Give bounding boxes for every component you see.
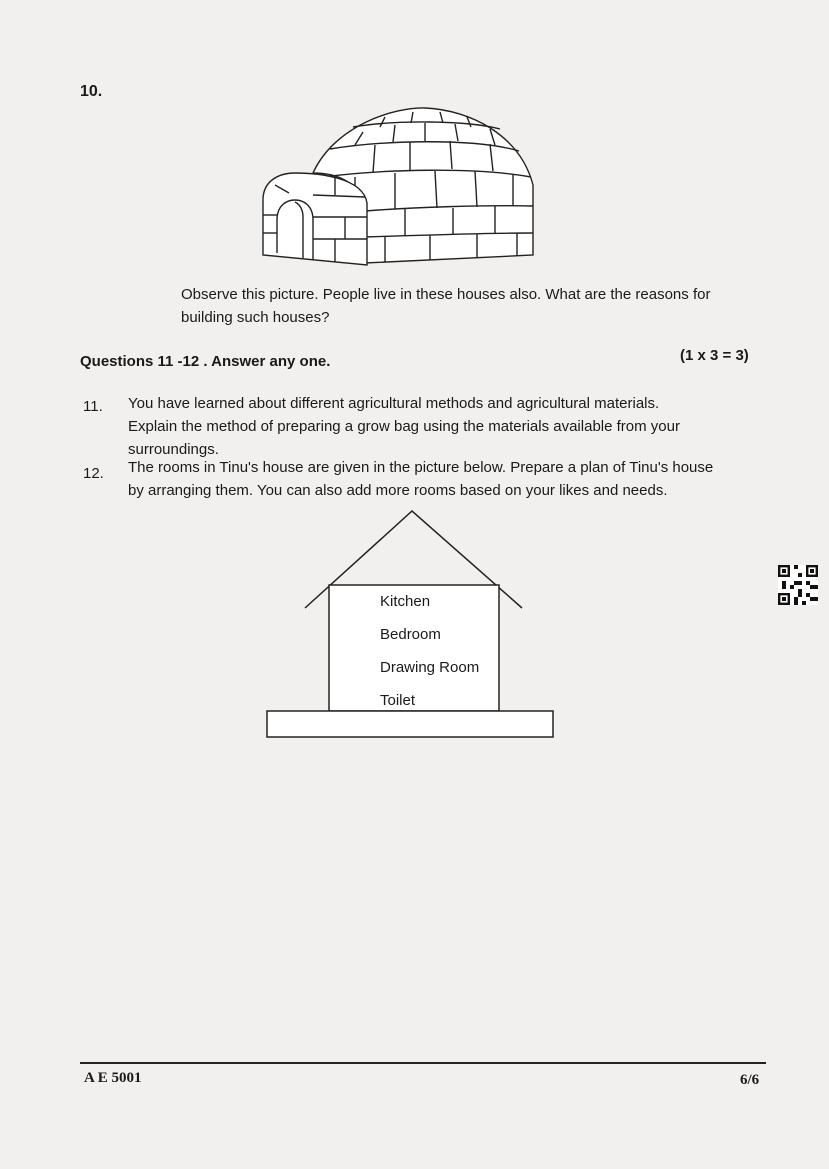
footer-rule: [80, 1062, 766, 1064]
question-12-number: 12.: [83, 465, 104, 482]
house-base: [267, 711, 553, 737]
section-marks: (1 x 3 = 3): [680, 347, 749, 364]
question-12-line-1: The rooms in Tinu's house are given in the picture below. Prepare a plan of Tinu's house: [128, 459, 714, 476]
footer-code: A E 5001: [84, 1070, 142, 1086]
house-diagram: [262, 508, 558, 742]
question-11-line-3: surroundings.: [128, 441, 219, 458]
question-12-text: [128, 456, 768, 502]
room-toilet: Toilet: [380, 692, 416, 709]
question-11-line-1: You have learned about different agricultural methods and agricultural materials.: [128, 395, 660, 412]
igloo-illustration: [255, 105, 540, 280]
question-10-line-2: building such houses?: [181, 309, 330, 326]
room-bedroom: Bedroom: [380, 626, 441, 643]
footer-page-number: 6/6: [740, 1072, 760, 1088]
question-11-text: [128, 392, 768, 461]
question-10-text: [181, 283, 761, 329]
room-kitchen: Kitchen: [380, 593, 431, 610]
qr-code-icon: [778, 565, 818, 605]
question-10-line-1: Observe this picture. People live in these houses also. What are the reasons for: [181, 286, 711, 303]
question-12-line-2: by arranging them. You can also add more rooms based on your likes and needs.: [128, 482, 668, 499]
question-10-number: 10.: [80, 83, 103, 100]
question-11-number: 11.: [83, 398, 103, 415]
section-heading: Questions 11 -12 . Answer any one.: [80, 353, 331, 370]
question-11-line-2: Explain the method of preparing a grow bag using the materials available from your: [128, 418, 680, 435]
room-drawing-room: Drawing Room: [380, 659, 480, 676]
